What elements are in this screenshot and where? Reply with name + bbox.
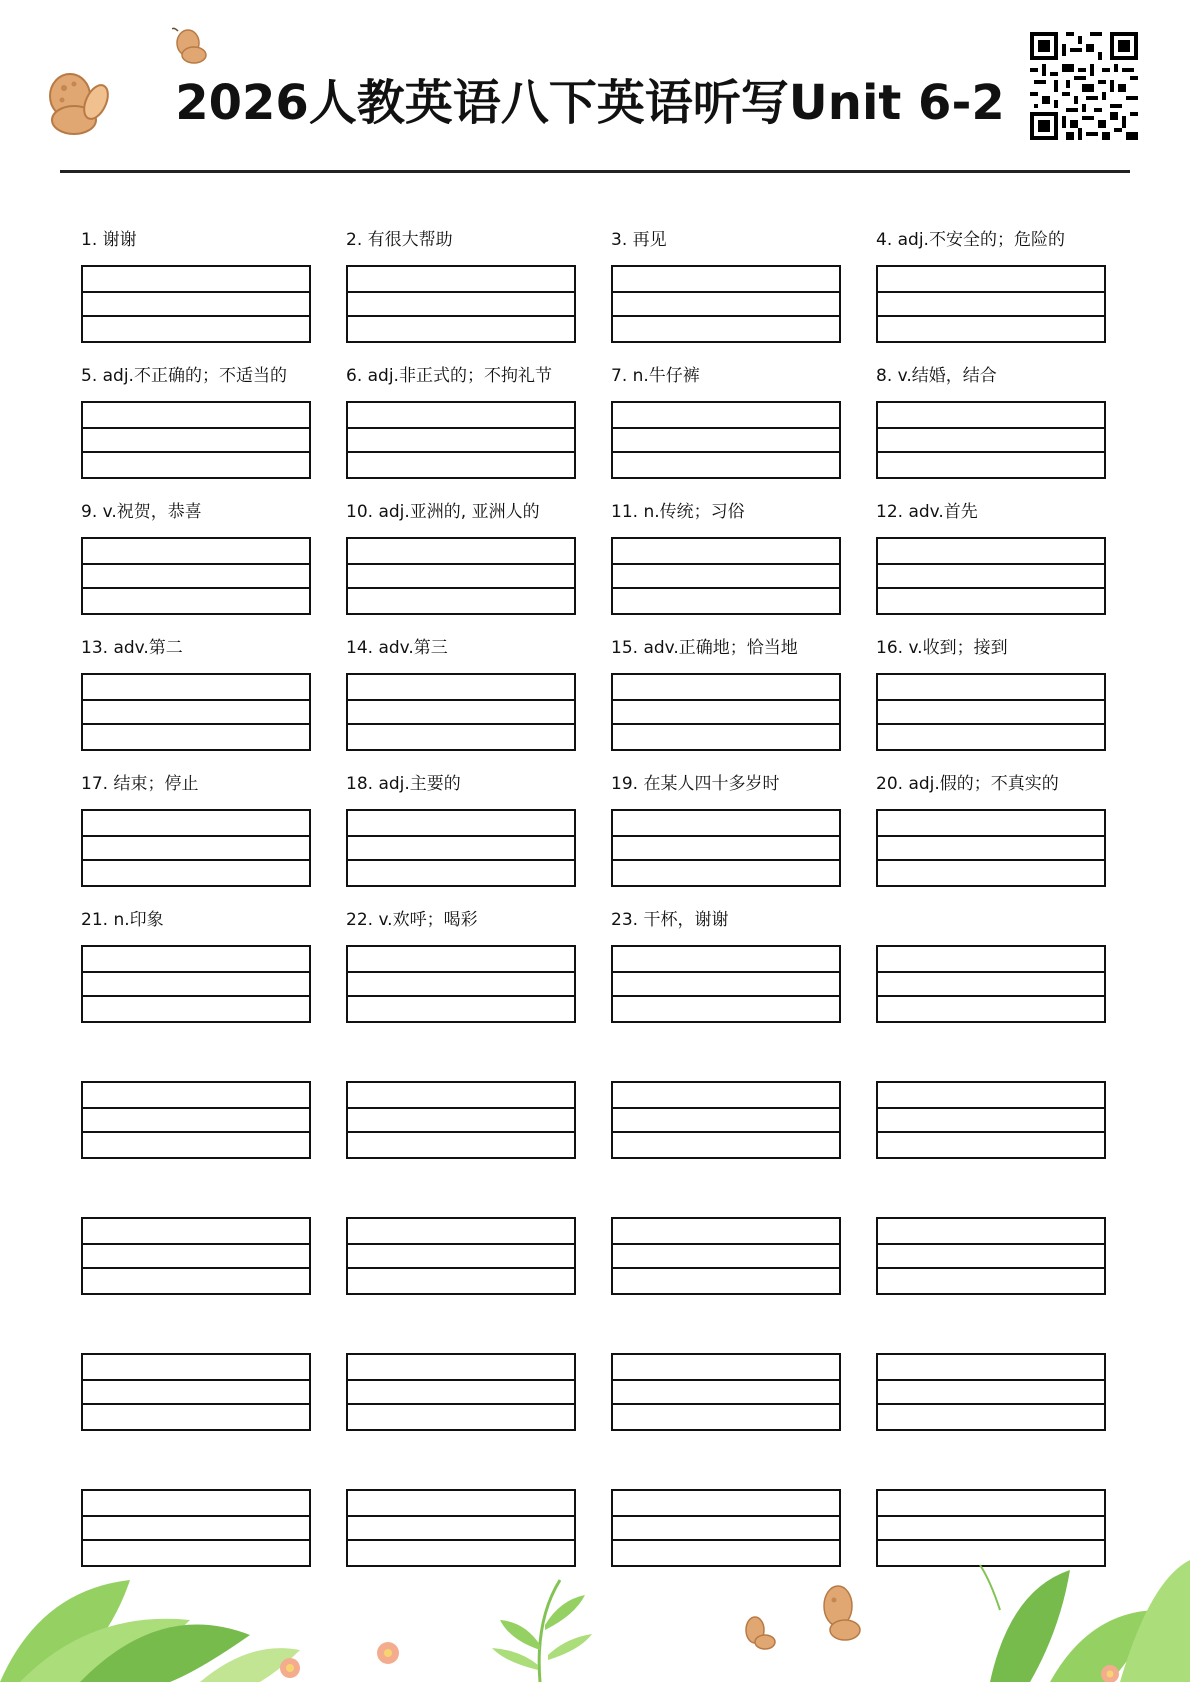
writing-line — [613, 859, 839, 861]
answer-box[interactable] — [876, 1353, 1106, 1431]
item-label: 5. adj.不正确的；不适当的 — [81, 366, 287, 386]
writing-line — [83, 451, 309, 453]
answer-box[interactable] — [81, 809, 311, 887]
writing-line — [348, 451, 574, 453]
writing-line — [613, 699, 839, 701]
writing-line — [83, 1403, 309, 1405]
item-label: 10. adj.亚洲的, 亚洲人的 — [346, 502, 540, 522]
writing-line — [878, 1515, 1104, 1517]
answer-box[interactable] — [611, 1217, 841, 1295]
writing-line — [83, 859, 309, 861]
item-label — [81, 1178, 309, 1206]
dictation-item — [346, 1042, 574, 1163]
answer-box[interactable] — [876, 1217, 1106, 1295]
writing-line — [83, 699, 309, 701]
item-label — [81, 1450, 309, 1478]
writing-line — [348, 315, 574, 317]
dictation-item — [81, 362, 309, 483]
writing-line — [83, 835, 309, 837]
writing-line — [878, 835, 1104, 837]
item-label: 2. 有很大帮助 — [346, 230, 453, 250]
writing-line — [348, 1403, 574, 1405]
answer-box[interactable] — [611, 1353, 841, 1431]
dictation-item — [81, 770, 309, 891]
dictation-item — [81, 1178, 309, 1299]
leaves-decoration — [0, 1550, 1190, 1682]
page-title: 2026人教英语八下英语听写Unit 6-2 — [175, 75, 1005, 131]
writing-line — [613, 1403, 839, 1405]
writing-line — [83, 1243, 309, 1245]
item-label: 14. adv.第三 — [346, 638, 448, 658]
dictation-item — [81, 1042, 309, 1163]
item-label — [876, 906, 1104, 934]
writing-line — [613, 427, 839, 429]
answer-box[interactable] — [81, 537, 311, 615]
item-label — [346, 1042, 574, 1070]
writing-line — [878, 995, 1104, 997]
writing-line — [83, 1539, 309, 1541]
writing-line — [878, 427, 1104, 429]
writing-line — [613, 1539, 839, 1541]
writing-line — [83, 315, 309, 317]
item-label — [346, 1178, 574, 1206]
item-label: 11. n.传统；习俗 — [611, 502, 745, 522]
dictation-item — [81, 1314, 309, 1435]
answer-box[interactable] — [876, 945, 1106, 1023]
item-label — [81, 1314, 309, 1342]
writing-line — [348, 835, 574, 837]
dictation-item — [611, 906, 839, 1027]
answer-box[interactable] — [346, 673, 576, 751]
writing-line — [83, 1379, 309, 1381]
dictation-item — [876, 1314, 1104, 1435]
writing-line — [83, 587, 309, 589]
writing-line — [878, 451, 1104, 453]
item-label: 15. adv.正确地；恰当地 — [611, 638, 798, 658]
item-label — [876, 1042, 1104, 1070]
answer-box[interactable] — [346, 1353, 576, 1431]
item-label — [346, 1450, 574, 1478]
item-label: 4. adj.不安全的；危险的 — [876, 230, 1065, 250]
dictation-item — [876, 1178, 1104, 1299]
writing-line — [878, 563, 1104, 565]
writing-line — [83, 995, 309, 997]
item-label — [876, 1314, 1104, 1342]
answer-box[interactable] — [611, 945, 841, 1023]
dictation-item — [346, 1178, 574, 1299]
answer-box[interactable] — [81, 673, 311, 751]
dictation-item — [611, 1178, 839, 1299]
dictation-item — [611, 634, 839, 755]
writing-line — [348, 1267, 574, 1269]
answer-box[interactable] — [81, 1217, 311, 1295]
item-label: 23. 干杯，谢谢 — [611, 910, 729, 930]
item-label: 8. v.结婚，结合 — [876, 366, 997, 386]
answer-box[interactable] — [81, 401, 311, 479]
answer-box[interactable] — [346, 537, 576, 615]
answer-box[interactable] — [346, 809, 576, 887]
item-label — [346, 1314, 574, 1342]
item-label: 6. adj.非正式的；不拘礼节 — [346, 366, 552, 386]
writing-line — [348, 1515, 574, 1517]
item-label: 13. adv.第二 — [81, 638, 183, 658]
writing-line — [613, 971, 839, 973]
writing-line — [348, 1107, 574, 1109]
answer-box[interactable] — [81, 1353, 311, 1431]
dictation-item — [346, 362, 574, 483]
writing-line — [613, 1267, 839, 1269]
writing-line — [348, 723, 574, 725]
writing-line — [613, 1243, 839, 1245]
dictation-item — [346, 906, 574, 1027]
writing-line — [878, 1131, 1104, 1133]
item-label: 9. v.祝贺，恭喜 — [81, 502, 202, 522]
item-label — [611, 1178, 839, 1206]
item-label: 20. adj.假的；不真实的 — [876, 774, 1059, 794]
dictation-item — [346, 498, 574, 619]
writing-line — [83, 1267, 309, 1269]
item-label: 17. 结束；停止 — [81, 774, 199, 794]
item-label — [876, 1450, 1104, 1478]
writing-line — [613, 563, 839, 565]
dictation-grid — [81, 226, 1104, 1571]
answer-box[interactable] — [611, 265, 841, 343]
writing-line — [878, 723, 1104, 725]
answer-box[interactable] — [876, 537, 1106, 615]
answer-box[interactable] — [876, 265, 1106, 343]
dictation-item — [346, 226, 574, 347]
writing-line — [878, 1379, 1104, 1381]
item-label: 18. adj.主要的 — [346, 774, 461, 794]
writing-line — [613, 1131, 839, 1133]
writing-line — [613, 291, 839, 293]
dictation-item — [876, 906, 1104, 1027]
dictation-item — [81, 634, 309, 755]
writing-line — [878, 971, 1104, 973]
item-label — [81, 1042, 309, 1070]
writing-line — [348, 971, 574, 973]
writing-line — [83, 723, 309, 725]
item-label: 12. adv.首先 — [876, 502, 978, 522]
answer-box[interactable] — [876, 809, 1106, 887]
answer-box[interactable] — [346, 945, 576, 1023]
writing-line — [348, 1131, 574, 1133]
answer-box[interactable] — [876, 401, 1106, 479]
answer-box[interactable] — [876, 1081, 1106, 1159]
writing-line — [613, 315, 839, 317]
dictation-item — [346, 634, 574, 755]
item-label: 16. v.收到；接到 — [876, 638, 1008, 658]
writing-line — [878, 699, 1104, 701]
writing-line — [878, 291, 1104, 293]
dictation-item — [611, 1042, 839, 1163]
writing-line — [613, 1379, 839, 1381]
answer-box[interactable] — [346, 401, 576, 479]
writing-line — [83, 427, 309, 429]
writing-line — [348, 1243, 574, 1245]
writing-line — [613, 587, 839, 589]
writing-line — [613, 1515, 839, 1517]
answer-box[interactable] — [611, 673, 841, 751]
writing-line — [878, 315, 1104, 317]
item-label: 22. v.欢呼；喝彩 — [346, 910, 478, 930]
item-label: 7. n.牛仔裤 — [611, 366, 700, 386]
item-label — [611, 1314, 839, 1342]
writing-line — [83, 1131, 309, 1133]
dictation-item — [876, 634, 1104, 755]
writing-line — [348, 563, 574, 565]
dictation-item — [611, 1314, 839, 1435]
dictation-item — [611, 498, 839, 619]
answer-box[interactable] — [346, 1081, 576, 1159]
answer-box[interactable] — [346, 1217, 576, 1295]
writing-line — [878, 859, 1104, 861]
item-label: 21. n.印象 — [81, 910, 164, 930]
butterfly-icon — [746, 1617, 775, 1649]
writing-line — [348, 699, 574, 701]
dictation-item — [346, 770, 574, 891]
answer-box[interactable] — [611, 809, 841, 887]
dictation-item — [611, 770, 839, 891]
writing-line — [878, 587, 1104, 589]
writing-line — [613, 451, 839, 453]
dictation-item — [876, 226, 1104, 347]
writing-line — [83, 971, 309, 973]
dictation-item — [876, 770, 1104, 891]
writing-line — [348, 427, 574, 429]
writing-line — [348, 587, 574, 589]
butterfly-icon — [172, 27, 212, 67]
writing-line — [348, 1379, 574, 1381]
dictation-item — [81, 906, 309, 1027]
answer-box[interactable] — [876, 673, 1106, 751]
item-label: 3. 再见 — [611, 230, 667, 250]
answer-box[interactable] — [611, 1081, 841, 1159]
dictation-item — [81, 226, 309, 347]
writing-line — [613, 995, 839, 997]
dictation-item — [876, 498, 1104, 619]
writing-line — [878, 1243, 1104, 1245]
dictation-item — [611, 362, 839, 483]
dictation-item — [876, 362, 1104, 483]
writing-line — [878, 1539, 1104, 1541]
answer-box[interactable] — [346, 265, 576, 343]
writing-line — [83, 563, 309, 565]
answer-box[interactable] — [81, 1081, 311, 1159]
writing-line — [878, 1267, 1104, 1269]
writing-line — [83, 1107, 309, 1109]
item-label: 1. 谢谢 — [81, 230, 137, 250]
writing-line — [83, 291, 309, 293]
butterfly-icon — [824, 1586, 860, 1640]
item-label — [611, 1042, 839, 1070]
item-label — [876, 1178, 1104, 1206]
writing-line — [613, 723, 839, 725]
dictation-item — [876, 1042, 1104, 1163]
dictation-item — [346, 1314, 574, 1435]
dictation-item — [611, 226, 839, 347]
writing-line — [348, 859, 574, 861]
writing-line — [878, 1403, 1104, 1405]
item-label: 19. 在某人四十多岁时 — [611, 774, 780, 794]
answer-box[interactable] — [611, 401, 841, 479]
writing-line — [878, 1107, 1104, 1109]
answer-box[interactable] — [611, 537, 841, 615]
writing-line — [348, 1539, 574, 1541]
butterfly-icon — [44, 68, 114, 140]
item-label — [611, 1450, 839, 1478]
writing-line — [613, 835, 839, 837]
writing-line — [613, 1107, 839, 1109]
qr-code[interactable] — [1030, 32, 1138, 140]
answer-box[interactable] — [81, 265, 311, 343]
dictation-item — [81, 498, 309, 619]
writing-line — [348, 995, 574, 997]
header-divider — [60, 170, 1130, 173]
writing-line — [83, 1515, 309, 1517]
answer-box[interactable] — [81, 945, 311, 1023]
writing-line — [348, 291, 574, 293]
